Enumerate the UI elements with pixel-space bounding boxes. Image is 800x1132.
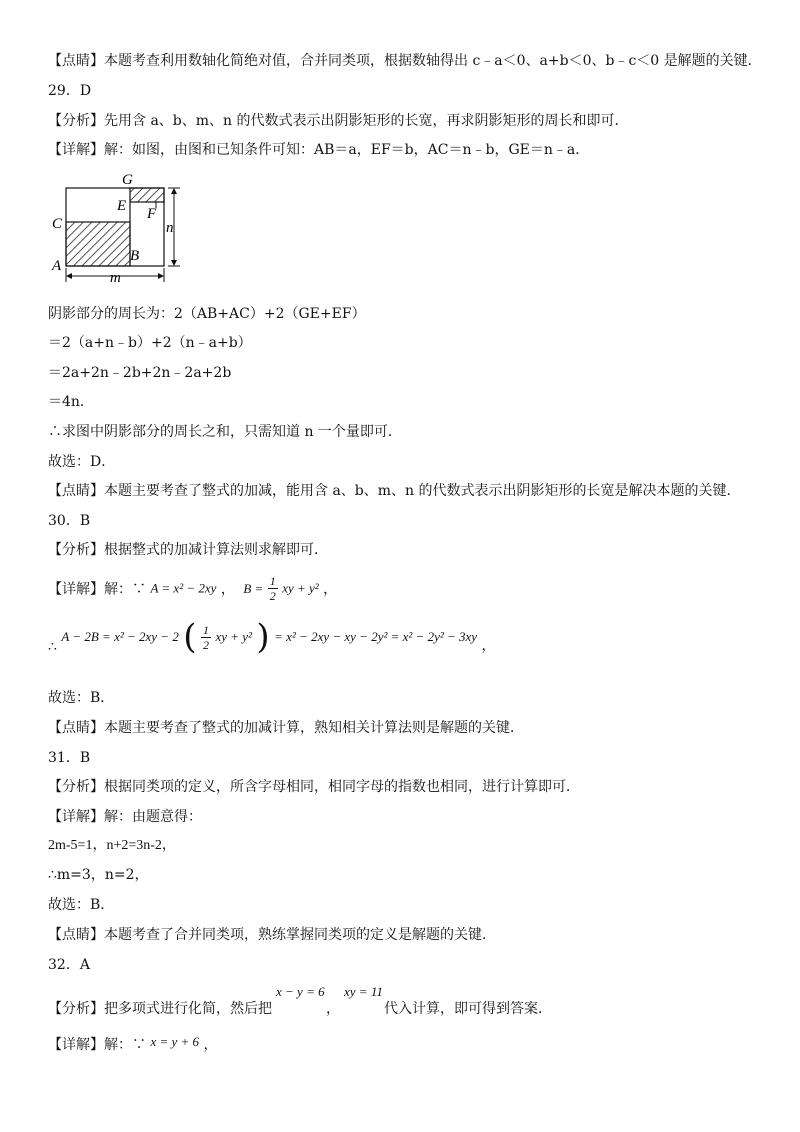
q30-point: 【点睛】本题主要考查了整式的加减计算，熟知相关计算法则是解题的关键． — [48, 720, 524, 736]
q30-frac-num: 1 — [269, 574, 276, 588]
label-m: m — [110, 270, 121, 285]
q29-step3: ＝2a+2n﹣2b+2n﹣2a+2b — [48, 365, 232, 381]
q32-analysis-b: 代入计算，即可得到答案． — [384, 1001, 552, 1017]
q32-analysis-a: 【分析】把多项式进行化简，然后把 — [48, 1001, 272, 1017]
shaded-rect-top — [130, 188, 164, 202]
q32-cond1: x − y = 6 — [276, 984, 325, 999]
q30-analysis: 【分析】根据整式的加减计算法则求解即可． — [48, 542, 328, 558]
label-c: C — [52, 216, 63, 232]
q31-equations: 2m-5=1，n+2=3n-2， — [48, 838, 176, 853]
q29-step2: ＝2（a+n﹣b）+2（n﹣a+b） — [48, 335, 252, 351]
q32-cond2: xy = 11 — [344, 984, 383, 999]
q30-calc-paren: xy + y² — [215, 629, 252, 644]
q29-detail: 【详解】解：如图，由图和已知条件可知：AB＝a，EF＝b，AC＝n﹣b，GE＝n﹣a． — [48, 142, 590, 158]
rectangle-figure — [50, 170, 190, 285]
q32-detail-line: 【详解】解：∵ x = y + 6 ， — [48, 1034, 218, 1053]
q30-choice: 故选：B． — [48, 690, 115, 706]
q29-analysis: 【分析】先用含 a、b、m、n 的代数式表示出阴影矩形的长宽，再求阴影矩形的周长和即可． — [48, 113, 629, 129]
label-e: E — [117, 198, 127, 214]
n-arrow-bottom — [171, 260, 177, 266]
q30-expr-b-rhs: xy + y² — [282, 580, 319, 596]
q30-detail-prefix: 【详解】解：∵ — [48, 581, 146, 598]
q31-detail: 【详解】解：由题意得： — [48, 809, 202, 825]
q31-point: 【点睛】本题考查了合并同类项，熟练掌握同类项的定义是解题的关键． — [48, 927, 496, 943]
q30-expr-b-lhs: B = — [243, 580, 264, 596]
q31-answer: 31．B — [48, 750, 91, 766]
q31-result: ∴m=3，n=2， — [48, 867, 149, 883]
label-f: F — [147, 206, 157, 222]
m-arrow-right — [158, 273, 164, 279]
label-g: G — [122, 172, 133, 188]
q29-point: 【点睛】本题主要考查了整式的加减，能用含 a、b、m、n 的代数式表示出阴影矩形的长宽是解决本题的关键． — [48, 483, 741, 499]
q30-fraction — [268, 574, 278, 603]
label-a: A — [52, 258, 62, 274]
q30-frac-den: 2 — [269, 589, 276, 603]
q29-choice: 故选：D． — [48, 454, 116, 470]
q30-calc-line: ∴ A − 2B = x² − 2xy − 2 ( $\frac{1}{2}$ xy + y² ) = x² − 2xy − xy − 2y² = x² − 2y² − 3xy ， — [48, 617, 496, 657]
shaded-rect-bottom — [66, 222, 130, 266]
q30-calc-rhs: = x² − 2xy − xy − 2y² = x² − 2y² − 3xy — [274, 629, 478, 644]
q29-step4: ＝4n． — [48, 394, 94, 410]
q30-therefore: ∴ — [48, 639, 57, 655]
q31-choice: 故选：B． — [48, 897, 115, 913]
q32-analysis-line: 【分析】把多项式进行化简，然后把 x − y = 6 ， xy = 11 代入计算，即可得到答案． — [48, 984, 552, 1017]
q32-detail-prefix: 【详解】解：∵ — [48, 1037, 146, 1053]
q30-calc-fraction — [201, 623, 211, 652]
q30-detail-line: 【详解】解：∵ A = x² − 2xy ， B = $\frac{1}{2}$ xy + y² ， — [48, 574, 338, 603]
m-arrow-left — [66, 273, 72, 279]
q29-answer: 29．D — [48, 83, 92, 99]
q30-expr-a: A = x² − 2xy — [150, 580, 217, 596]
q32-detail-expr: x = y + 6 — [150, 1034, 200, 1049]
q29-step1: 阴影部分的周长为：2（AB+AC）+2（GE+EF） — [48, 306, 366, 322]
q30-answer: 30．B — [48, 513, 91, 529]
q32-answer: 32．A — [48, 957, 90, 973]
q30-calc-frac-den: 2 — [203, 637, 209, 652]
n-arrow-top — [171, 188, 177, 194]
label-b: B — [130, 248, 140, 264]
q28-point: 【点睛】本题考查利用数轴化简绝对值，合并同类项，根据数轴得出 c﹣a＜0、a+b＜0、b﹣c＜0 是解题的关键． — [48, 53, 762, 69]
q31-analysis: 【分析】根据同类项的定义，所含字母相同，相同字母的指数也相同，进行计算即可． — [48, 779, 580, 795]
q30-calc-frac-num: 1 — [203, 622, 209, 637]
label-n: n — [166, 220, 174, 236]
q30-calc-lhs: A − 2B = x² − 2xy − 2 — [61, 629, 179, 644]
q29-conclusion: ∴求图中阴影部分的周长之和，只需知道 n 一个量即可． — [48, 424, 402, 440]
